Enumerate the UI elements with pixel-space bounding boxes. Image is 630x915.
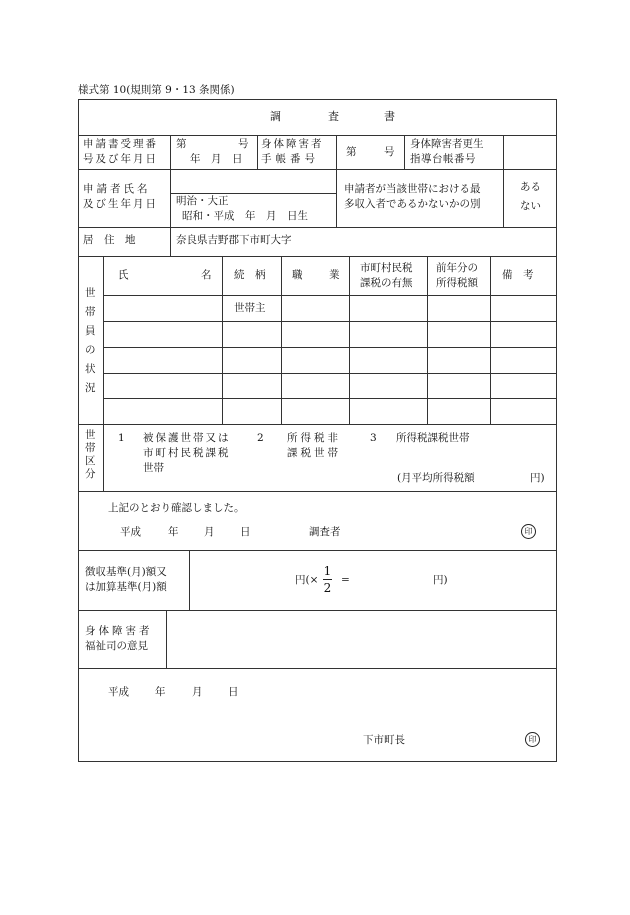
footer-heisei: 平成 <box>108 686 129 698</box>
col-name-a: 氏 <box>118 269 129 281</box>
kosei-label: 身体障害者更生 <box>410 138 484 150</box>
divider <box>222 256 223 424</box>
divider <box>78 491 557 492</box>
footer-hi: 日 <box>228 686 239 698</box>
techo-dai: 第 <box>346 146 357 158</box>
title-char: 書 <box>384 110 395 123</box>
techo-label: 手帳番号 <box>261 153 319 165</box>
fraction-bar <box>323 579 332 580</box>
col-tax: 市町村民税 <box>360 262 413 274</box>
class-opt1: 被保護世帯又は <box>143 432 231 444</box>
divider <box>78 135 557 136</box>
col-name-b: 名 <box>201 269 212 281</box>
divider <box>103 321 557 322</box>
col-occupation-a: 職 <box>292 269 303 281</box>
divider <box>503 169 504 227</box>
footer-tsuki: 月 <box>192 686 203 698</box>
birth-era-date: 昭和・平成 年 月 日生 <box>182 210 308 222</box>
divider <box>404 135 405 169</box>
fraction-numerator: 1 <box>323 564 332 578</box>
class-opt3: 所得税課税世帯 <box>396 432 470 444</box>
class-opt1: 市町村民税課税 <box>143 447 231 459</box>
class-opt2: 所得税非 <box>287 432 341 444</box>
household-side-char: 況 <box>85 382 96 394</box>
divider <box>336 135 337 169</box>
applicant-name-label: 及び生年月日 <box>83 198 158 210</box>
class-opt1: 世帯 <box>143 462 164 474</box>
class-side-char: 区 <box>85 455 96 467</box>
opinion-label: 身体障害者 <box>85 625 153 637</box>
receipt-go: 号 <box>238 138 249 150</box>
class-opt1-num: 1 <box>118 432 125 444</box>
class-side-char: 帯 <box>85 442 96 454</box>
divider <box>103 398 557 399</box>
receipt-dai: 第 <box>176 138 187 150</box>
monthly-avg-yen: 円) <box>530 472 545 484</box>
divider <box>490 256 491 424</box>
divider <box>103 424 104 491</box>
fraction-denominator: 2 <box>323 581 332 595</box>
receipt-label: 号及び年月日 <box>83 153 158 165</box>
divider <box>103 373 557 374</box>
highest-earner-question: 申請者が当該世帯における最 <box>344 183 481 195</box>
divider <box>189 550 190 610</box>
class-side-char: 世 <box>85 429 96 441</box>
formula-left: 円(× <box>295 574 319 586</box>
divider <box>103 347 557 348</box>
criteria-label: 徴収基準(月)額又 <box>85 566 167 578</box>
techo-go: 号 <box>384 146 395 158</box>
divider <box>170 193 336 194</box>
class-side-char: 分 <box>85 468 96 480</box>
divider <box>78 424 557 425</box>
col-remarks: 備 考 <box>502 269 534 281</box>
title-char: 調 <box>270 110 281 123</box>
confirm-nen: 年 <box>168 526 179 538</box>
divider <box>166 610 167 668</box>
title-char: 査 <box>328 110 339 123</box>
residence-value: 奈良県吉野郡下市町大字 <box>176 234 292 246</box>
kosei-label: 指導台帳番号 <box>410 153 476 165</box>
confirm-heisei: 平成 <box>120 526 141 538</box>
col-occupation-b: 業 <box>329 269 340 281</box>
opinion-label: 福祉司の意見 <box>85 640 148 652</box>
birth-era: 明治・大正 <box>176 195 229 207</box>
col-income: 所得税額 <box>436 277 478 289</box>
confirm-hi: 日 <box>240 526 251 538</box>
divider <box>281 256 282 424</box>
residence-label: 居 住 地 <box>83 234 136 246</box>
fraction-half <box>323 565 332 594</box>
divider <box>336 169 337 227</box>
receipt-label: 申請書受理番 <box>83 138 158 150</box>
divider <box>78 550 557 551</box>
household-side-char: 員 <box>85 325 96 337</box>
divider <box>78 227 557 228</box>
col-income: 前年分の <box>436 262 478 274</box>
col-relation: 続 柄 <box>234 269 266 281</box>
class-opt3-num: 3 <box>370 432 377 444</box>
option-aru[interactable]: ある <box>520 181 541 193</box>
receipt-date: 年 月 日 <box>190 153 243 165</box>
household-side-char: 帯 <box>85 306 96 318</box>
divider <box>78 668 557 669</box>
criteria-label: は加算基準(月)額 <box>85 581 167 593</box>
investigator-seal-icon: 印 <box>521 524 536 539</box>
divider <box>78 256 557 257</box>
divider <box>103 295 557 296</box>
form-number-header: 様式第 10(規則第 9・13 条関係) <box>78 84 235 96</box>
household-side-char: の <box>85 344 96 356</box>
class-opt2-num: 2 <box>257 432 264 444</box>
highest-earner-question: 多収入者であるかないかの別 <box>344 198 481 210</box>
col-tax: 課税の有無 <box>360 277 413 289</box>
divider <box>257 135 258 169</box>
divider <box>103 256 104 424</box>
confirm-text: 上記のとおり確認しました。 <box>108 502 245 514</box>
applicant-name-label: 申請者氏名 <box>83 183 151 195</box>
divider <box>349 256 350 424</box>
divider <box>427 256 428 424</box>
investigator-label: 調査者 <box>309 526 341 538</box>
class-opt2: 課税世帯 <box>287 447 341 459</box>
formula-right: 円) <box>433 574 448 586</box>
formula-equals: = <box>341 574 350 586</box>
option-nai[interactable]: ない <box>520 200 541 212</box>
divider <box>78 610 557 611</box>
household-side-char: 世 <box>85 287 96 299</box>
divider <box>170 169 171 227</box>
relation-head: 世帯主 <box>234 302 266 314</box>
confirm-tsuki: 月 <box>204 526 215 538</box>
techo-label: 身体障害者 <box>261 138 324 150</box>
divider <box>503 135 504 169</box>
monthly-avg-tax: (月平均所得税額 <box>397 472 475 484</box>
divider <box>170 135 171 169</box>
mayor-seal-icon: 印 <box>525 732 540 747</box>
divider <box>78 169 557 170</box>
mayor-label: 下市町長 <box>363 734 405 746</box>
divider <box>170 227 171 256</box>
footer-nen: 年 <box>155 686 166 698</box>
household-side-char: 状 <box>85 363 96 375</box>
